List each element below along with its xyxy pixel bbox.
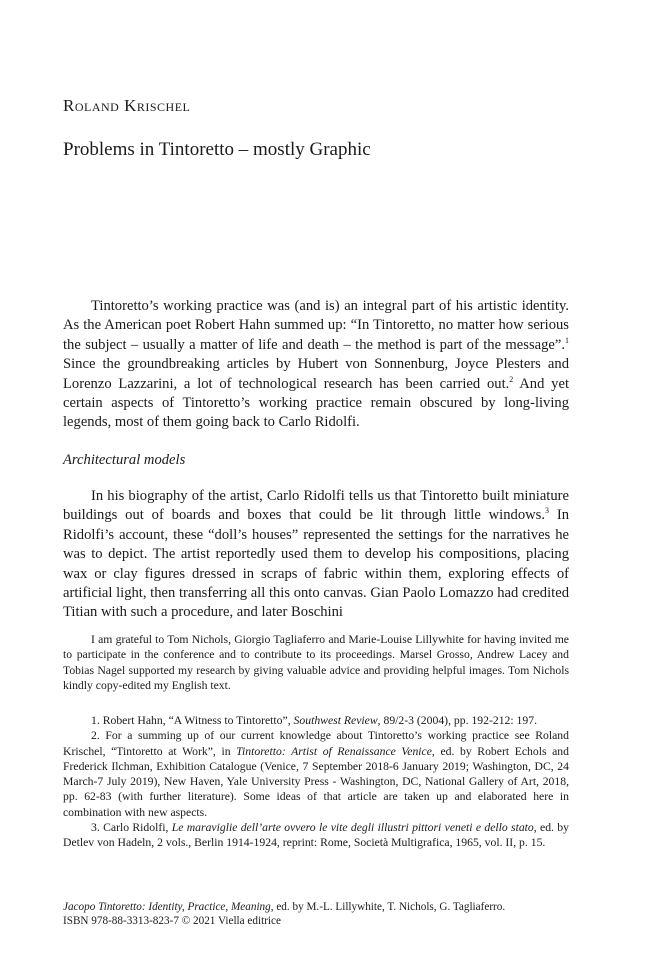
footnote-text: , ed. by Robert Echols and Frederick Ilchman, Exhibition Catalogue (Venice, 7 September 2018-6 January 2019; Washington, DC, 24 March-7 July 2019), New Haven, Yale University Press - Washington, DC, National Gallery of Art, 2018, pp. 62-83 (with further literature). Some ideas of that article are taken up and elaborated here in combination with new aspects. [63,744,569,819]
paragraph-text: In his biography of the artist, Carlo Ridolfi tells us that Tintoretto built miniature buildings out of boards and boxes that could be lit through little windows. [63,488,569,524]
footnotes [63,713,569,851]
isbn-line: ISBN 978-88-3313-823-7 © 2021 Viella editrice [63,915,281,927]
author-name: Roland Krischel [63,96,191,115]
paragraph-text: In Ridolfi’s account, these “doll’s houses” represented the settings for the narratives he was to depict. The artist reportedly used them to develop his compositions, placing wax or clay figures dressed in scraps of fabric within them, exploring effects of artificial light, then transferring all this onto canvas. Gian Paolo Lomazzo had credited Titian with such a procedure, and later Boschini [63,507,569,621]
paragraph-text: Tintoretto’s working practice was (and is) an integral part of his artistic identity. As the American poet Robert Hahn summed up: “In Tintoretto, no matter how serious the subject – usually a matter of life and death – the method is part of the message”. [63,298,569,353]
footnote-ref-1[interactable]: 1 [565,335,569,345]
footnote-italic: Le maraviglie dell’arte ovvero le vite degli illustri pittori veneti e dello stato [171,821,534,835]
book-title: Jacopo Tintoretto: Identity, Practice, Meaning [63,901,271,913]
footnote-text: 1. Robert Hahn, “A Witness to Tintoretto”, [91,714,294,727]
footnote-text: , ed. by Detlev von Hadeln, 2 vols., Berlin 1914-1924, reprint: Rome, Società Multigrafica, 1965, vol. II, p. 15. [63,821,569,850]
footnote-text: 3. Carlo Ridolfi, [91,821,172,835]
section-paragraph [63,487,569,623]
paragraph-text: And yet certain aspects of Tintoretto’s working practice remain obscured by long-living legends, most of them going back to Carlo Ridolfi. [63,375,570,431]
footnote-italic: Southwest Review [293,714,378,727]
article-title: Problems in Tintoretto – mostly Graphic [63,139,371,160]
footnote-ref-3[interactable]: 3 [545,506,549,516]
footnote-text: 2. For a summing up of our current knowledge about Tintoretto’s working practice see Roland Krischel, “Tintoretto at Work”, in [63,729,569,758]
footnote-3 [63,820,569,851]
footnote-text: , 89/2-3 (2004), pp. 192-212: 197. [377,714,538,727]
section-heading: Architectural models [63,452,186,468]
footnote-1 [63,713,569,728]
footnote-ref-2[interactable]: 2 [509,374,514,384]
paragraph-text: Since the groundbreaking articles by Hubert von Sonnenburg, Joyce Plesters and Lorenzo Lazzarini, a lot of technological research has been carried out. [63,356,569,392]
acknowledgement-text: I am grateful to Tom Nichols, Giorgio Tagliaferro and Marie-Louise Lillywhite for having invited me to participate in the conference and to contribute to its proceedings. Marsel Grosso, Andrew Lacey and Tobias Nagel supported my research by giving valuable advice and providing helpful images. Tom Nichols kindly copy-edited my English text. [63,633,569,692]
intro-paragraph [63,297,569,433]
acknowledgement-note [63,632,569,693]
citation-line [63,900,583,914]
footnote-italic: Tintoretto: Artist of Renaissance Venice [236,744,432,758]
book-editors: , ed. by M.-L. Lillywhite, T. Nichols, G. Tagliaferro. [270,901,506,913]
footnote-2 [63,728,569,820]
page-footer [63,900,583,928]
